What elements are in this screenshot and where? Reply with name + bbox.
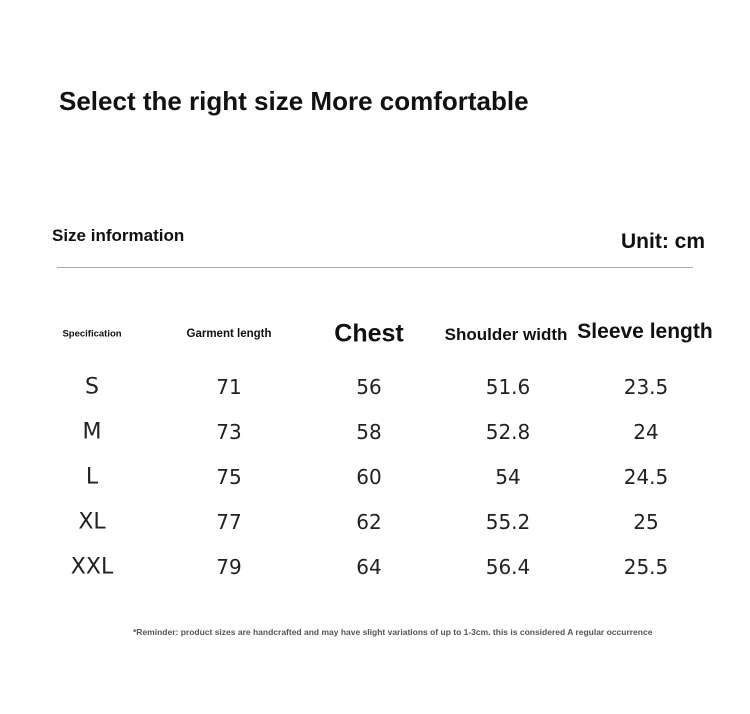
header-chest: Chest bbox=[334, 319, 404, 348]
page-title: Select the right size More comfortable bbox=[59, 86, 529, 116]
unit-label: Unit: cm bbox=[621, 230, 705, 253]
cell-shoulder-width: 56.4 bbox=[485, 555, 531, 579]
reminder-note: *Reminder: product sizes are handcrafted and may have slight variations of up to 1-3cm. this is considered A regular occurrence bbox=[133, 627, 653, 637]
cell-sleeve-length: 23.5 bbox=[623, 375, 669, 399]
cell-sleeve-length: 25 bbox=[633, 510, 659, 534]
cell-sleeve-length: 25.5 bbox=[623, 555, 669, 579]
cell-size: XXL bbox=[70, 554, 114, 580]
cell-size: M bbox=[82, 419, 102, 445]
cell-sleeve-length: 24 bbox=[633, 420, 659, 444]
cell-shoulder-width: 51.6 bbox=[485, 375, 531, 399]
header-specification: Specification bbox=[62, 328, 122, 340]
header-shoulder-width: Shoulder width bbox=[444, 325, 568, 344]
divider bbox=[57, 267, 693, 268]
cell-shoulder-width: 52.8 bbox=[485, 420, 531, 444]
cell-size: L bbox=[85, 464, 99, 490]
cell-chest: 58 bbox=[356, 420, 382, 444]
cell-garment-length: 73 bbox=[216, 420, 242, 444]
cell-chest: 62 bbox=[356, 510, 382, 534]
cell-shoulder-width: 54 bbox=[495, 465, 521, 489]
cell-garment-length: 71 bbox=[216, 375, 242, 399]
cell-shoulder-width: 55.2 bbox=[485, 510, 531, 534]
cell-sleeve-length: 24.5 bbox=[623, 465, 669, 489]
cell-size: XL bbox=[78, 509, 106, 535]
header-sleeve-length: Sleeve length bbox=[577, 320, 713, 343]
cell-garment-length: 79 bbox=[216, 555, 242, 579]
cell-chest: 64 bbox=[356, 555, 382, 579]
cell-garment-length: 75 bbox=[216, 465, 242, 489]
cell-garment-length: 77 bbox=[216, 510, 242, 534]
section-title: Size information bbox=[52, 226, 185, 245]
header-garment-length: Garment length bbox=[186, 328, 272, 340]
cell-size: S bbox=[85, 374, 99, 400]
cell-chest: 60 bbox=[356, 465, 382, 489]
cell-chest: 56 bbox=[356, 375, 382, 399]
